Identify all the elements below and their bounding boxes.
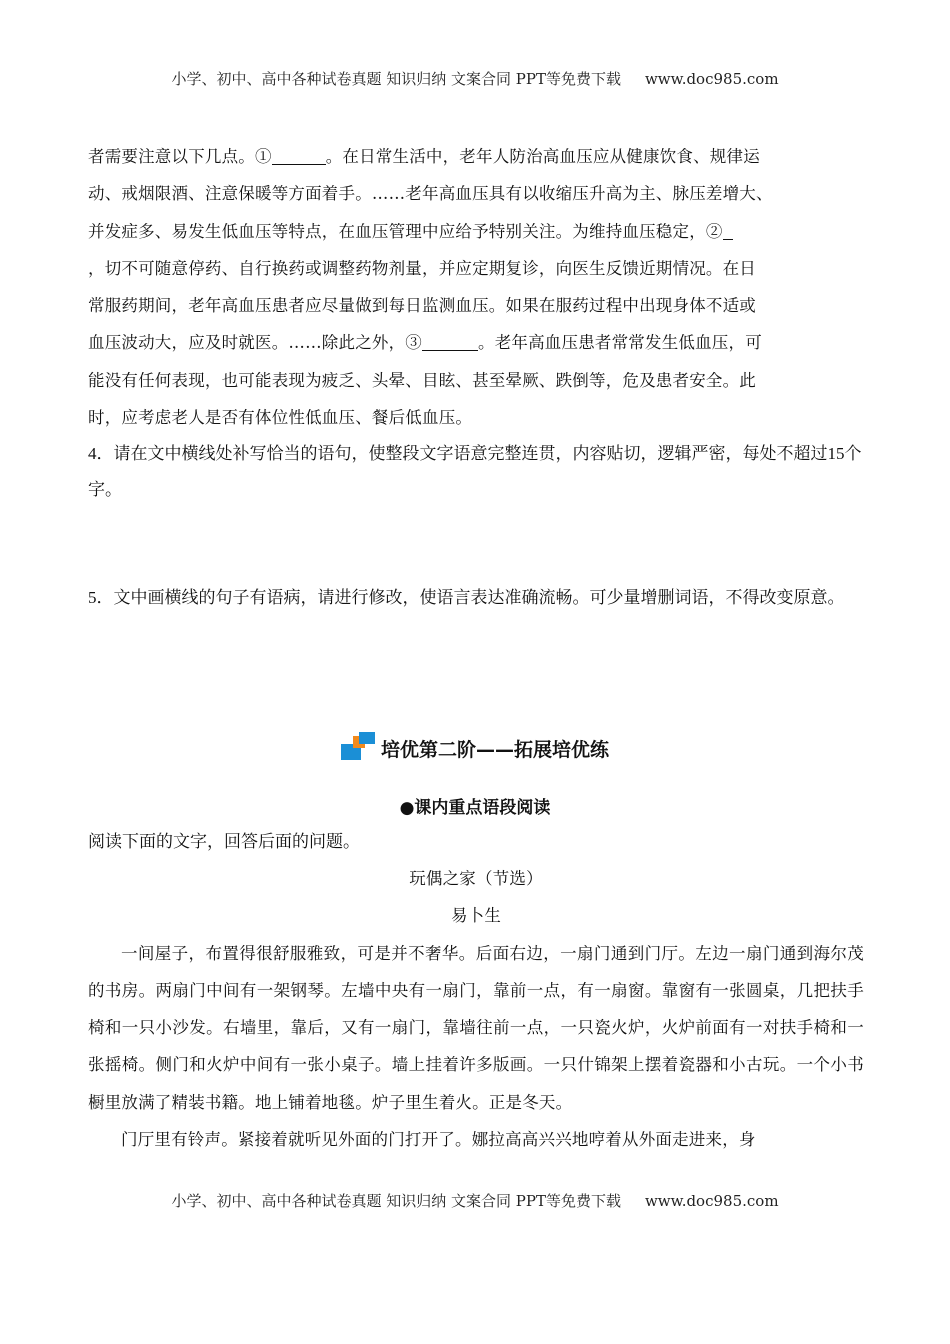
- passage-line: ，切不可随意停药、自行换药或调整药物剂量，并应定期复诊，向医生反馈近期情况。在日: [88, 258, 756, 278]
- answer-blank-1: [272, 148, 326, 166]
- section-logo-icon: [341, 732, 375, 762]
- passage-line: 时，应考虑老人是否有体位性低血压、餐后低血压。: [88, 408, 473, 428]
- answer-blank-2: [723, 222, 733, 240]
- page-footer: [0, 1190, 950, 1211]
- work-title: 玩偶之家（节选）: [409, 869, 543, 888]
- footer-text: 小学、初中、高中各种试卷真题 知识归纳 文案合同 PPT等免费下载: [171, 1192, 621, 1210]
- passage-line: 者需要注意以下几点。① 。在日常生活中，老年人防治高血压应从健康饮食、规律运: [88, 147, 760, 166]
- question-5: 5．文中画横线的句子有语病，请进行修改，使语言表达准确流畅。可少量增删词语，不得改变原意。: [88, 588, 845, 608]
- section-subtitle: ●课内重点语段阅读: [399, 798, 551, 818]
- reading-instruction: 阅读下面的文字，回答后面的问题。: [88, 832, 360, 851]
- reading-block: [88, 824, 864, 1158]
- reading-paragraph: 门厅里有铃声。紧接着就听见外面的门打开了。娜拉高高兴兴地哼着从外面走进来，身: [121, 1130, 756, 1150]
- passage-line: 能没有任何表现，也可能表现为疲乏、头晕、目眩、甚至晕厥、跌倒等，危及患者安全。此: [88, 370, 756, 390]
- header-text: 小学、初中、高中各种试卷真题 知识归纳 文案合同 PPT等免费下载: [171, 70, 621, 88]
- footer-url[interactable]: www.doc985.com: [644, 1192, 779, 1210]
- work-author: 易卜生: [450, 906, 502, 926]
- page-header: [0, 68, 950, 89]
- reading-paragraph: 一间屋子，布置得很舒服雅致，可是并不奢华。后面右边，一扇门通到门厅。左边一扇门通到海尔茂的书房。两扇门中间有一架钢琴。左墙中央有一扇门，靠前一点，有一扇窗。靠窗有一张圆桌，几把扶手椅和一只小沙发。右墙里，靠后，又有一扇门，靠墙往前一点，一只瓷火炉，火炉前面有一对扶手椅和一张摇椅。侧门和火炉中间有一张小桌子。墙上挂着许多版画。一只什锦架上摆着瓷器和小古玩。一个小书橱里放满了精装书籍。地上铺着地毯。炉子里生着火。正是冬天。: [88, 943, 864, 1112]
- section-title: 培优第二阶——拓展培优练: [0, 732, 950, 762]
- passage-line: 血压波动大，应及时就医。……除此之外，③ 。老年高血压患者常常发生低血压，可: [88, 333, 762, 353]
- passage-line: 常服药期间，老年高血压患者应尽量做到每日监测血压。如果在服药过程中出现身体不适或: [88, 296, 756, 316]
- header-url[interactable]: www.doc985.com: [644, 70, 779, 88]
- passage-block: [88, 138, 864, 616]
- answer-blank-3: [422, 334, 478, 352]
- passage-line: 动、戒烟限酒、注意保暖等方面着手。……老年高血压具有以收缩压升高为主、脉压差增大、: [88, 184, 773, 204]
- question-4: 4．请在文中横线处补写恰当的语句，使整段文字语意完整连贯，内容贴切，逻辑严密，每处不超过15个字。: [88, 444, 862, 500]
- passage-line: 并发症多、易发生低血压等特点，在血压管理中应给予特别关注。为维持血压稳定，②: [88, 213, 864, 250]
